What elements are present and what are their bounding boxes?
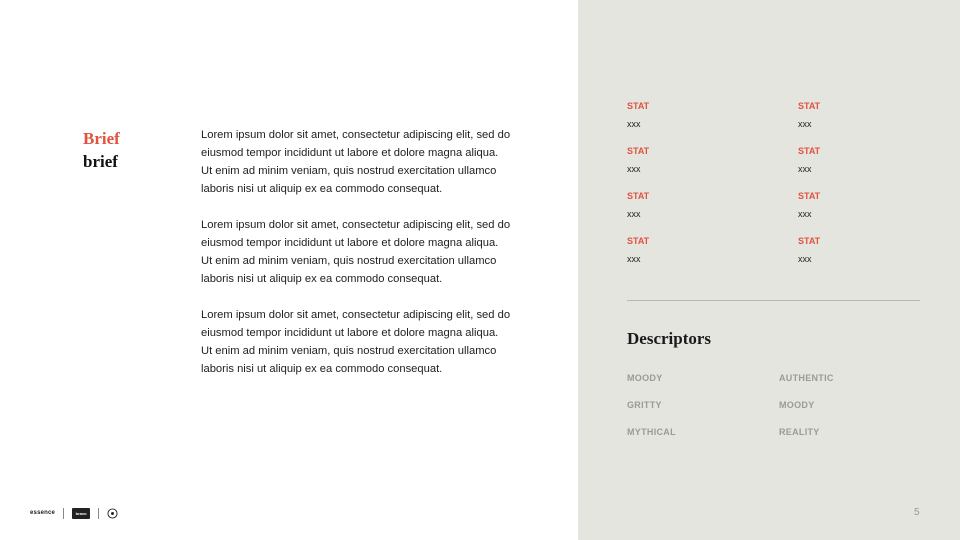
brief-paragraph-2: Lorem ipsum dolor sit amet, consectetur adipiscing elit, sed do eiusmod tempor incididunt ut labore et dolore magna aliqua. Ut enim ad minim veniam, quis nostrud exercitation ullamco laboris nisi ut aliquip ex ea commodo consequat.	[201, 219, 511, 285]
stat-value: xxx	[627, 119, 641, 129]
logo-divider	[98, 508, 99, 519]
stat-label: STAT	[627, 236, 650, 246]
stat-label: STAT	[798, 236, 821, 246]
stat-value: xxx	[798, 164, 812, 174]
bravo-logo: bravo	[72, 508, 90, 519]
stat-label: STAT	[798, 101, 821, 111]
stat-value: xxx	[798, 119, 812, 129]
stat-value: xxx	[627, 209, 641, 219]
logo-divider	[63, 508, 64, 519]
essence-logo: essence	[30, 510, 56, 516]
brief-heading	[83, 127, 120, 173]
stat-value: xxx	[627, 164, 641, 174]
stat-item	[798, 100, 948, 130]
brief-paragraph-3: Lorem ipsum dolor sit amet, consectetur adipiscing elit, sed do eiusmod tempor incididunt ut labore et dolore magna aliqua. Ut enim ad minim veniam, quis nostrud exercitation ullamco laboris nisi ut aliquip ex ea commodo consequat.	[201, 309, 511, 375]
stat-label: STAT	[627, 101, 650, 111]
descriptor-item: REALITY	[779, 427, 820, 437]
stat-item	[627, 190, 777, 220]
stat-item	[627, 235, 777, 265]
brief-title-line1: Brief	[83, 129, 120, 148]
page-number: 5	[914, 507, 920, 518]
stats-panel	[578, 0, 960, 540]
section-divider	[627, 300, 920, 301]
footer-logos	[30, 504, 118, 522]
descriptor-item: MOODY	[627, 373, 663, 383]
brief-title-line2: brief	[83, 152, 118, 171]
stat-value: xxx	[798, 209, 812, 219]
stat-item	[627, 145, 777, 175]
descriptor-item: GRITTY	[627, 400, 662, 410]
brief-body	[201, 126, 511, 396]
stat-item	[798, 145, 948, 175]
descriptors-title: Descriptors	[627, 329, 712, 348]
brief-paragraph-1: Lorem ipsum dolor sit amet, consectetur adipiscing elit, sed do eiusmod tempor incididunt ut labore et dolore magna aliqua. Ut enim ad minim veniam, quis nostrud exercitation ullamco laboris nisi ut aliquip ex ea commodo consequat.	[201, 129, 511, 195]
stat-item	[798, 235, 948, 265]
stat-label: STAT	[627, 146, 650, 156]
descriptor-item: MOODY	[779, 400, 815, 410]
stat-label: STAT	[798, 191, 821, 201]
stat-item	[627, 100, 777, 130]
descriptor-item: MYTHICAL	[627, 427, 676, 437]
stat-value: xxx	[798, 254, 812, 264]
descriptor-item: AUTHENTIC	[779, 373, 834, 383]
stat-value: xxx	[627, 254, 641, 264]
stat-label: STAT	[798, 146, 821, 156]
stat-label: STAT	[627, 191, 650, 201]
stat-item	[798, 190, 948, 220]
circle-logo-icon	[107, 508, 118, 519]
